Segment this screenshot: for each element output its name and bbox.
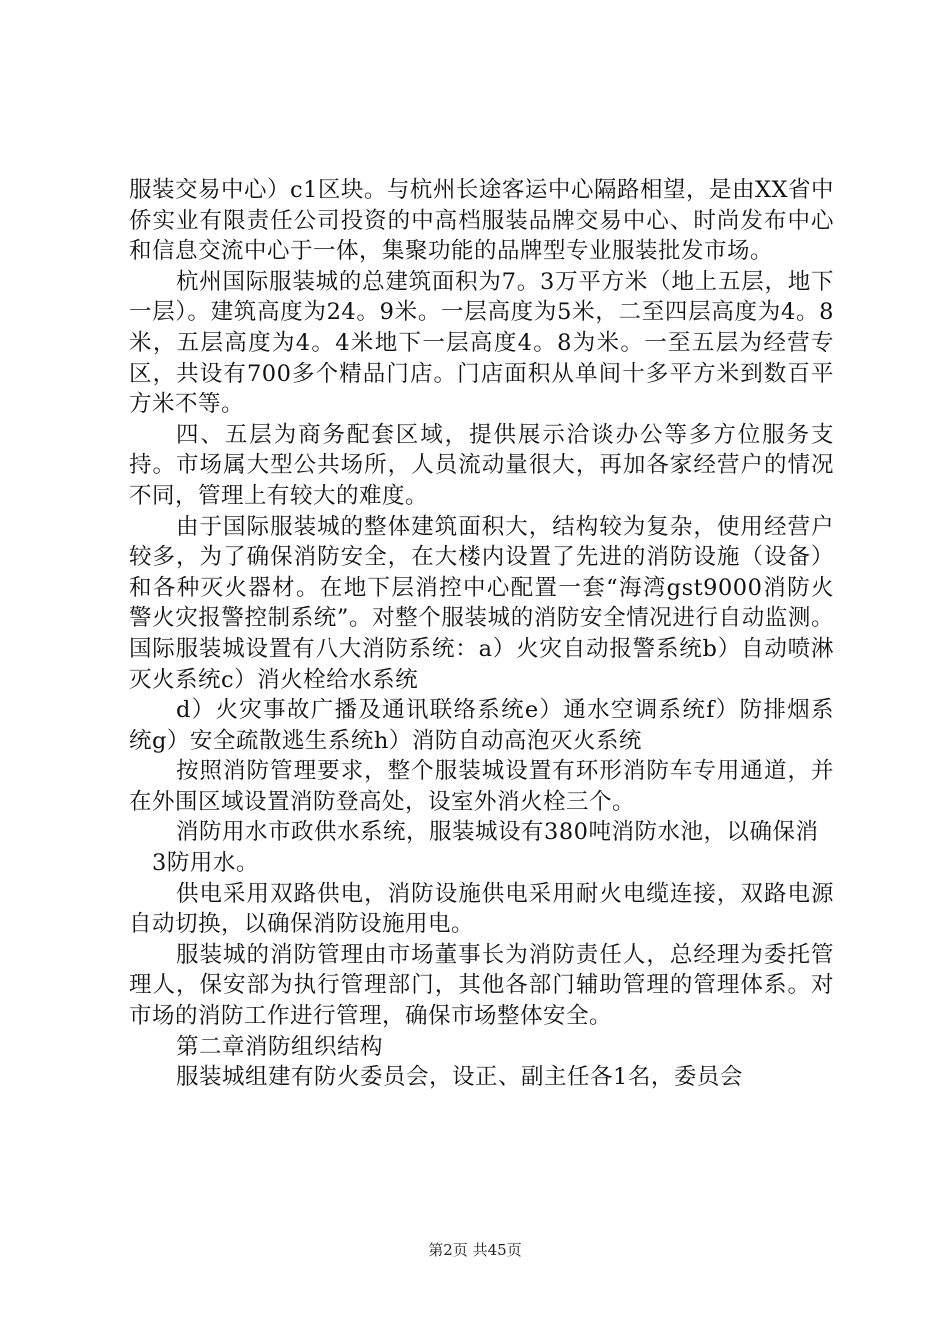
paragraph-3: 四、五层为商务配套区域，提供展示洽谈办公等多方位服务支持。市场属大型公共场所，人员流动量很大，再加各家经营户的情况不同，管理上有较大的难度。 [129, 421, 834, 509]
paragraph-8: 3防用水。 [152, 850, 259, 877]
page-number: 第2页 共45页 [428, 1241, 522, 1259]
chapter-heading: 第二章消防组织结构 [176, 1033, 384, 1060]
document-body [129, 175, 834, 1093]
paragraph-7: 消防用水市政供水系统，服装城设有380吨消防水池，以确保消 [176, 819, 819, 846]
page-footer [0, 1240, 950, 1260]
paragraph-1: 服装交易中心）c1区块。与杭州长途客运中心隔路相望，是由XX省中侨实业有限责任公司投资的中高档服装品牌交易中心、时尚发布中心和信息交流中心于一体，集聚功能的品牌型专业服装批发市场。 [129, 177, 834, 265]
paragraph-10: 服装城的消防管理由市场董事长为消防责任人，总经理为委托管理人，保安部为执行管理部门，其他各部门辅助管理的管理体系。对市场的消防工作进行管理，确保市场整体安全。 [129, 941, 834, 1030]
paragraph-9: 供电采用双路供电，消防设施供电采用耐火电缆连接，双路电源自动切换，以确保消防设施用电。 [129, 880, 834, 938]
paragraph-2: 杭州国际服装城的总建筑面积为7。3万平方米（地上五层，地下一层）。建筑高度为24。9米。一层高度为5米，二至四层高度为4。8米，五层高度为4。4米地下一层高度4。8为米。一至五层为经营专区，共设有700多个精品门店。门店面积从单间十多平方米到数百平方米不等。 [129, 268, 834, 418]
paragraph-4: 由于国际服装城的整体建筑面积大，结构较为复杂，使用经营户较多，为了确保消防安全，在大楼内设置了先进的消防设施（设备）和各种灭火器材。在地下层消控中心配置一套“海湾gst9000消防火警火灾报警控制系统”。对整个服装城的消防安全情况进行自动监测。国际服装城设置有八大消防系统：a）火灾自动报警系统b）自动喷淋灭火系统c）消火栓给水系统 [129, 513, 834, 693]
paragraph-12: 服装城组建有防火委员会，设正、副主任各1名，委员会 [176, 1064, 743, 1091]
paragraph-6: 按照消防管理要求，整个服装城设置有环形消防车专用通道，并在外围区域设置消防登高处，设室外消火栓三个。 [129, 758, 834, 815]
paragraph-5: d）火灾事故广播及通讯联络系统e）通水空调系统f）防排烟系统g）安全疏散逃生系统h）消防自动高泡灭火系统 [129, 697, 834, 754]
